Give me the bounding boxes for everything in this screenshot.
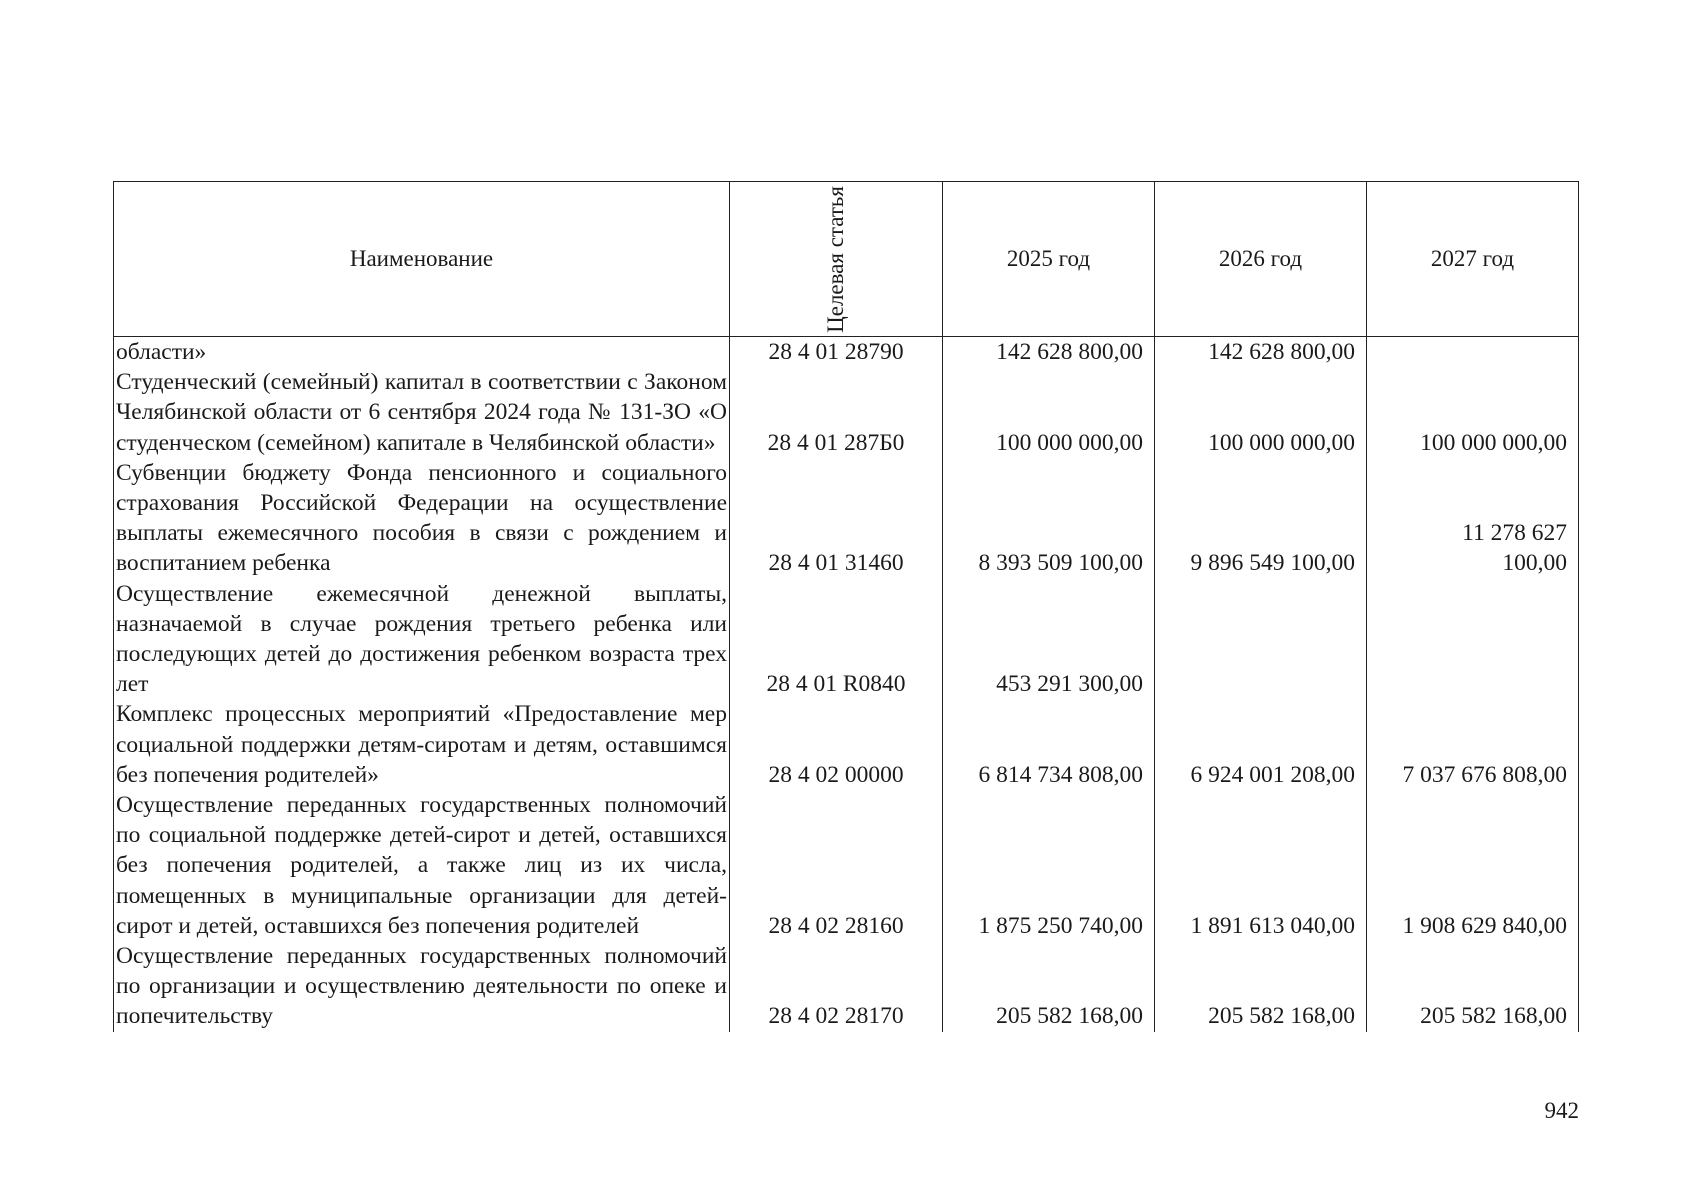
row-2025: 142 628 800,00 — [943, 337, 1155, 368]
row-code: 28 4 02 28160 — [730, 790, 943, 941]
table-row — [114, 337, 1579, 368]
row-name: Субвенции бюджету Фонда пенсионного и социального страхования Российской Федерации на осуществление выплаты ежемесячного пособия в связи с рождением и воспитанием ребенка — [114, 458, 730, 579]
header-code-label: Целевая статья — [823, 185, 848, 333]
row-name: Осуществление ежемесячной денежной выплаты, назначаемой в случае рождения третьего ребенка или последующих детей до достижения ребенком возраста трех лет — [114, 579, 730, 700]
header-2025: 2025 год — [943, 182, 1155, 337]
row-2027: 205 582 168,00 — [1367, 941, 1579, 1032]
row-2026: 100 000 000,00 — [1155, 367, 1367, 458]
table-row — [114, 367, 1579, 458]
row-name: Студенческий (семейный) капитал в соответствии с Законом Челябинской области от 6 сентября 2024 года № 131-ЗО «О студенческом (семейном) капитале в Челябинской области» — [114, 367, 730, 458]
row-2027: 100 000 000,00 — [1367, 367, 1579, 458]
row-name: Осуществление переданных государственных полномочий по социальной поддержке детей-сирот и детей, оставшихся без попечения родителей, а также лиц из их числа, помещенных в муниципальные организации для детей-сирот и детей, оставшихся без попечения родителей — [114, 790, 730, 941]
header-row — [114, 182, 1579, 337]
row-2027 — [1367, 337, 1579, 368]
header-2027: 2027 год — [1367, 182, 1579, 337]
row-2025: 1 875 250 740,00 — [943, 790, 1155, 941]
row-code: 28 4 01 28790 — [730, 337, 943, 368]
row-code: 28 4 01 287Б0 — [730, 367, 943, 458]
row-2025: 453 291 300,00 — [943, 579, 1155, 700]
row-2027: 1 908 629 840,00 — [1367, 790, 1579, 941]
row-2026 — [1155, 579, 1367, 700]
table-body — [114, 337, 1579, 1032]
row-2026: 205 582 168,00 — [1155, 941, 1367, 1032]
table-row — [114, 790, 1579, 941]
row-2027: 11 278 627 100,00 — [1367, 458, 1579, 579]
row-code: 28 4 01 31460 — [730, 458, 943, 579]
table-row — [114, 699, 1579, 790]
row-name: области» — [114, 337, 730, 368]
header-code — [730, 182, 943, 337]
row-2027: 7 037 676 808,00 — [1367, 699, 1579, 790]
row-name: Осуществление переданных государственных полномочий по организации и осуществлению деятельности по опеке и попечительству — [114, 941, 730, 1032]
table-header — [114, 182, 1579, 337]
row-2026: 142 628 800,00 — [1155, 337, 1367, 368]
row-2026: 1 891 613 040,00 — [1155, 790, 1367, 941]
table-row — [114, 579, 1579, 700]
page-number: 942 — [1544, 1098, 1579, 1123]
row-code: 28 4 02 00000 — [730, 699, 943, 790]
table-row — [114, 458, 1579, 579]
header-code-wrap — [730, 182, 942, 336]
row-2026: 9 896 549 100,00 — [1155, 458, 1367, 579]
row-2025: 205 582 168,00 — [943, 941, 1155, 1032]
row-code: 28 4 01 R0840 — [730, 579, 943, 700]
table-row — [114, 941, 1579, 1032]
row-2027 — [1367, 579, 1579, 700]
header-2026: 2026 год — [1155, 182, 1367, 337]
budget-table — [113, 181, 1579, 1032]
row-2026: 6 924 001 208,00 — [1155, 699, 1367, 790]
row-2025: 100 000 000,00 — [943, 367, 1155, 458]
row-2025: 6 814 734 808,00 — [943, 699, 1155, 790]
row-code: 28 4 02 28170 — [730, 941, 943, 1032]
header-name: Наименование — [114, 182, 730, 337]
row-name: Комплекс процессных мероприятий «Предоставление мер социальной поддержки детям-сиротам и детям, оставшимся без попечения родителей» — [114, 699, 730, 790]
row-2025: 8 393 509 100,00 — [943, 458, 1155, 579]
